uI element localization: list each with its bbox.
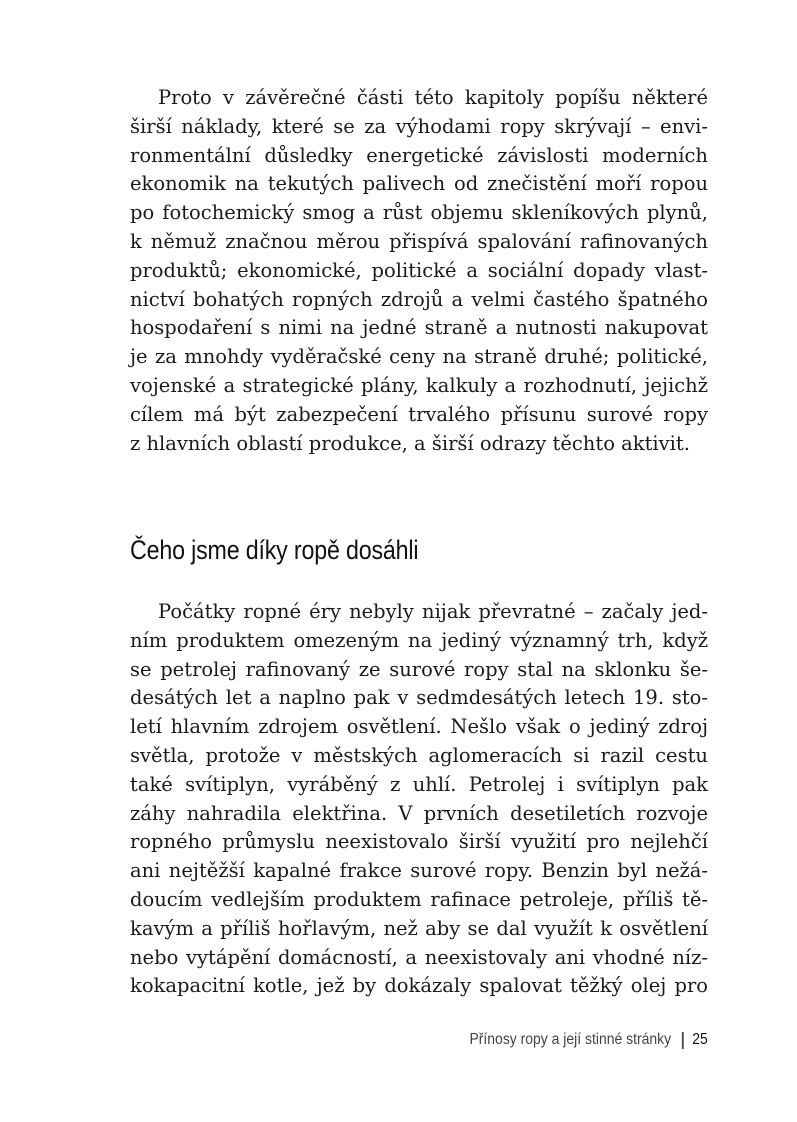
text-line: ekonomik na tekutých palivech od znečistění moří ropou — [130, 172, 708, 196]
text-line: hospodaření s nimi na jedné straně a nutnosti nakupovat — [130, 316, 708, 340]
text-line: kokapacitní kotle, jež by dokázaly spalovat těžký olej pro — [130, 974, 708, 998]
paragraph-intro — [130, 84, 708, 458]
text-line: nebo vytápění domácností, a neexistovaly ani vhodné níz- — [130, 945, 708, 969]
section-heading: Čeho jsme díky ropě dosáhli — [130, 535, 419, 565]
text-line: Proto v závěrečné části této kapitoly popíšu některé — [158, 86, 708, 109]
text-line: kavým a příliš hořlavým, než aby se dal využít k osvětlení — [130, 916, 708, 940]
text-line: cílem má být zabezpečení trvalého přísunu surové ropy — [130, 402, 708, 426]
text-line: Počátky ropné éry nebyly nijak převratné – začaly jed- — [158, 600, 708, 623]
text-line: se petrolej rafinovaný ze surové ropy stal na sklonku še- — [130, 657, 708, 681]
text-line: záhy nahradila elektřina. V prvních desetiletích rozvoje — [130, 801, 708, 825]
text-line: také svítiplyn, vyráběný z uhlí. Petrolej i svítiplyn pak — [130, 772, 708, 796]
page-number: 25 — [692, 1031, 708, 1048]
page-footer — [470, 1031, 708, 1049]
running-title: Přínosy ropy a její stinné stránky — [469, 1031, 672, 1048]
text-line: z hlavních oblastí produkce, a širší odrazy těchto aktivit. — [130, 431, 690, 455]
text-line: ani nejtěžší kapalné frakce surové ropy. Benzin byl nežá- — [130, 859, 708, 883]
text-line: letí hlavním zdrojem osvětlení. Nešlo však o jediný zdroj — [130, 715, 708, 739]
text-line: vojenské a strategické plány, kalkuly a rozhodnutí, jejichž — [130, 373, 708, 397]
text-line: doucím vedlejším produktem rafinace petroleje, příliš tě- — [130, 887, 708, 911]
text-line: širší náklady, které se za výhodami ropy skrývají – envi- — [130, 114, 708, 138]
text-line: ropného průmyslu neexistovalo širší využití pro nejlehčí — [130, 830, 708, 854]
text-line: ním produktem omezeným na jediný významný trh, když — [130, 628, 708, 652]
text-line: ronmentální důsledky energetické závislosti moderních — [130, 143, 708, 167]
text-line: nictví bohatých ropných zdrojů a velmi častého špatného — [130, 287, 708, 311]
text-line: desátých let a naplno pak v sedmdesátých letech 19. sto- — [130, 686, 708, 710]
text-line: je za mnohdy vyděračské ceny na straně druhé; politické, — [130, 345, 708, 369]
footer-divider — [682, 1032, 683, 1049]
text-line: světla, protože v městských aglomeracích si razil cestu — [130, 743, 708, 767]
paragraph-section-body — [130, 598, 708, 1001]
text-line: produktů; ekonomické, politické a sociální dopady vlast- — [130, 258, 708, 282]
text-line: k němuž značnou měrou přispívá spalování rafinovaných — [130, 229, 708, 253]
text-line: po fotochemický smog a růst objemu skleníkových plynů, — [130, 201, 708, 225]
